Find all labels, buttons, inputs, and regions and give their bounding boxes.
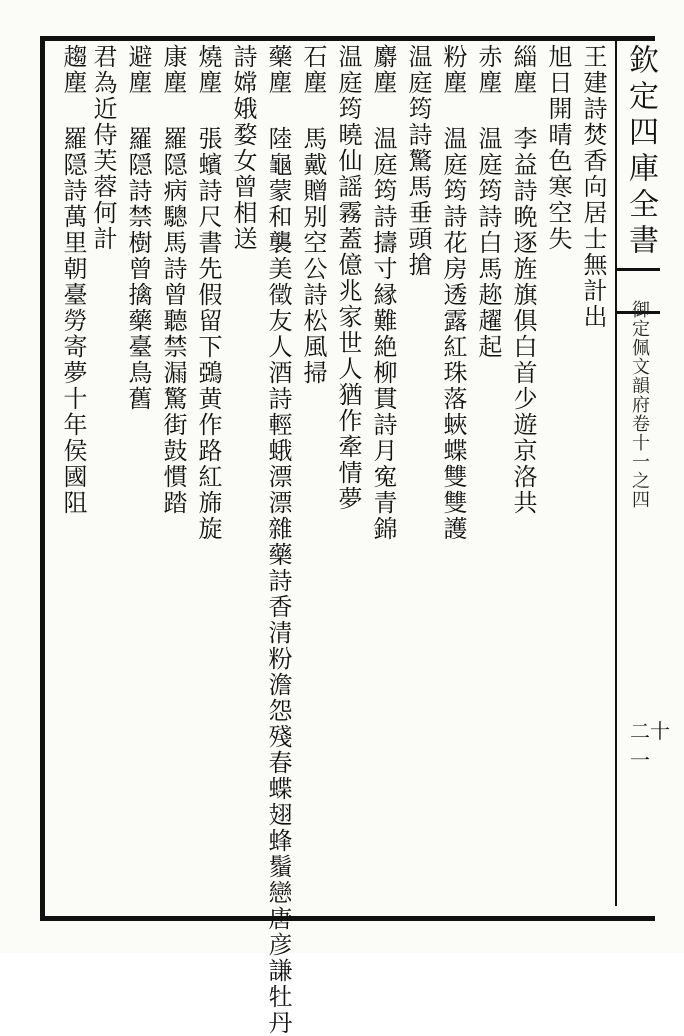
text-column: 麝塵 温庭筠詩擣寸縁難絶柳貫詩月寃青錦 bbox=[369, 44, 397, 542]
text-column: 君為近侍芙蓉何計 bbox=[89, 44, 117, 252]
text-column: 王建詩焚香向居士無計出 bbox=[579, 44, 607, 330]
text-column: 温庭筠詩驚馬垂頭搶 bbox=[404, 44, 432, 278]
text-column: 詩嫦娥婺女曾相送 bbox=[229, 44, 257, 252]
book-title: 欽定四庫全書 bbox=[623, 44, 658, 260]
text-column: 燒塵 張蠙詩尺書先假留下鵶黄作路紅旆旋 bbox=[194, 44, 222, 542]
text-column: 赤塵 温庭筠詩白馬趂趯起 bbox=[474, 44, 502, 360]
volume-label: 御定佩文韻府卷十一之四 bbox=[629, 300, 650, 509]
text-column: 避塵 羅隠詩禁樹曾擒藥臺鳥舊 bbox=[124, 44, 152, 412]
text-column: 緇塵 李益詩晩逐旌旗俱白首少遊京洛共 bbox=[509, 44, 537, 516]
text-column: 石塵 馬戴贈别空公詩松風掃 bbox=[299, 44, 327, 386]
text-column: 趨塵 羅隠詩萬里朝臺勞寄夢十年侯國阻 bbox=[59, 44, 87, 516]
text-column: 康塵 羅隠病驄馬詩曾聽禁漏驚街鼓慣踏 bbox=[159, 44, 187, 516]
text-column: 粉塵 温庭筠詩花房透露紅珠落蛺蝶雙雙護 bbox=[439, 44, 467, 542]
text-column: 旭日開晴色寒空失 bbox=[544, 44, 572, 252]
text-column: 藥塵 陸龜蒙和襲美徵友人酒詩輕蛾漂漂雜藥詩香清粉澹怨殘春蝶翅蜂鬚戀唐彦謙牡丹 bbox=[264, 44, 292, 1036]
text-column: 温庭筠曉仙謡霧蓋億兆家世人猶作牽情夢 bbox=[334, 44, 362, 512]
page-number: 二十一 bbox=[630, 719, 670, 772]
